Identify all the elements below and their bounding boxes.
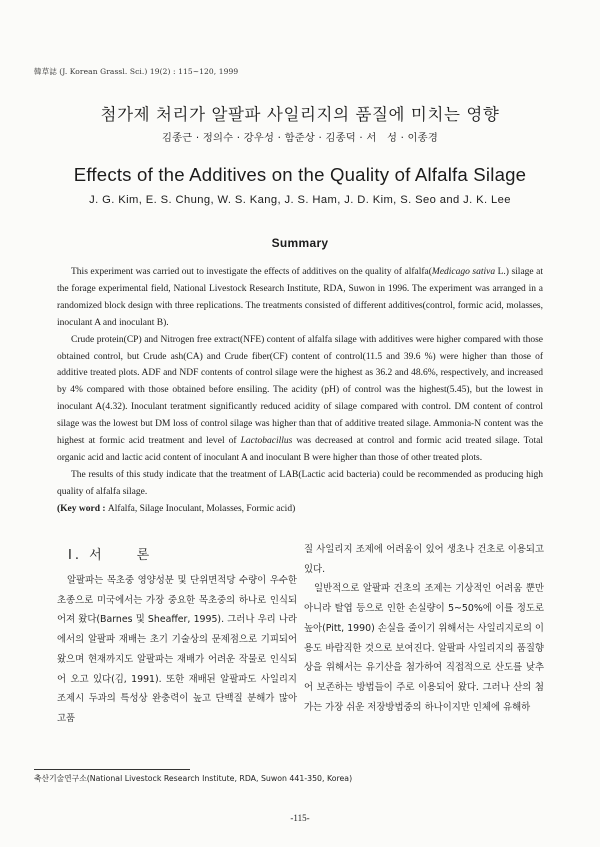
korean-authors: 김종근 · 정의수 · 강우성 · 함준상 · 김종덕 · 서 성 · 이종경: [162, 132, 438, 144]
body-paragraph: 알팔파는 목초중 영양성분 및 단위면적당 수량이 우수한 초종으로 미국에서는 가장 중요한 목초중의 하나로 인식되어져 왔다(Barnes 및 Sheaffer, 1995). 그러나 우리 나라에서의 알팔파 재배는 초기 기술상의 문제점으로 기피되어 왔으며 현재까지도 알팔파는 재배가 어려운 작물로 인식되어 오고 있다(김, 1991). 또한 재배된 알팔파도 사일리지 조제시 두과의 특성상 완충력이 높고 단백질 분해가 많아 고품: [57, 575, 297, 724]
body-paragraph-continued: 질 사일리지 조제에 어려움이 있어 생초나 건초로 이용되고 있다.: [304, 544, 544, 575]
korean-title: 첨가제 처리가 알팔파 사일리지의 품질에 미치는 영향: [100, 105, 500, 124]
abstract-paragraph-2: Crude protein(CP) and Nitrogen free extract(NFE) content of alfalfa silage with additives were higher compared with those obtained control, but Crude ash(CA) and Crude fiber(CF) content of control(11.5 and 39.6 %) were higher than those of additive treated plots. ADF and NDF contents of control silage were the highest as 36.2 and 48.6%, respectively, and increased by 4% compared with those obtained before ensiling. The acidity (pH) of control was the highest(5.45), but the lowest in inoculant A(4.32). Inoculant teratment significantly reduced acidity of silage compared with control. DM content of control silage was the lowest but DM loss of control silage was higher than that of additive treated silage. Ammonia-N content was the highest at formic acid treatment and level of Lactobacillus was decreased at control and formic acid treated silage. Total organic acid and lactic acid content of inoculant A and inoculant B were higher than those of other treated plots.: [57, 334, 543, 463]
footnote-divider: [34, 769, 190, 770]
journal-citation: 韓草誌 (J. Korean Grassl. Sci.) 19(2) : 115~120, 1999: [34, 67, 239, 76]
page-number: -115-: [290, 813, 310, 823]
body-left-column: [57, 571, 297, 729]
section-heading-introduction: I. 서 론: [68, 548, 153, 563]
english-authors: J. G. Kim, E. S. Chung, W. S. Kang, J. S. Ham, J. D. Kim, S. Seo and J. K. Lee: [89, 194, 511, 206]
abstract-paragraph-1: This experiment was carried out to investigate the effects of additives on the quality of alfalfa(Medicago sativa L.) silage at the forage experimental field, National Livestock Research Institute, RDA, Suwon in 1996. The experiment was arranged in a randomized block design with three replications. The treatments consisted of different additives(control, formic acid, molasses, inoculant A and inoculant B).: [57, 267, 544, 328]
genus-name: Lactobacillus: [240, 436, 293, 447]
body-right-column: [304, 540, 544, 717]
english-title: Effects of the Additives on the Quality of Alfalfa Silage: [73, 164, 527, 185]
keywords: (Key word : Alfalfa, Silage Inoculant, Molasses, Formic acid): [57, 503, 296, 514]
body-paragraph: 일반적으로 알팔파 건초의 조제는 기상적인 어려움 뿐만 아니라 탈엽 등으로 인한 손실량이 5~50%에 이를 정도로 높아(Pitt, 1990) 손실을 줄이기 위해서는 사일리지로의 이용도 바람직한 것으로 보여진다. 알팔파 사일리지의 품질향상을 위해서는 유기산을 첨가하여 직접적으로 산도를 낮추어 보존하는 방법들이 주로 이용되어 왔다. 그러나 산의 첨가는 가장 쉬운 저장방법중의 하나이지만 인체에 유해하: [304, 583, 544, 713]
abstract: [57, 264, 543, 518]
species-name: Medicago sativa: [431, 267, 496, 277]
abstract-paragraph-3: The results of this study indicate that the treatment of LAB(Lactic acid bacteria) could be recommended as producing high quality of alfalfa silage.: [57, 469, 543, 497]
affiliation-footnote: 축산기술연구소(National Livestock Research Institute, RDA, Suwon 441-350, Korea): [34, 774, 353, 783]
summary-heading: Summary: [271, 236, 329, 250]
